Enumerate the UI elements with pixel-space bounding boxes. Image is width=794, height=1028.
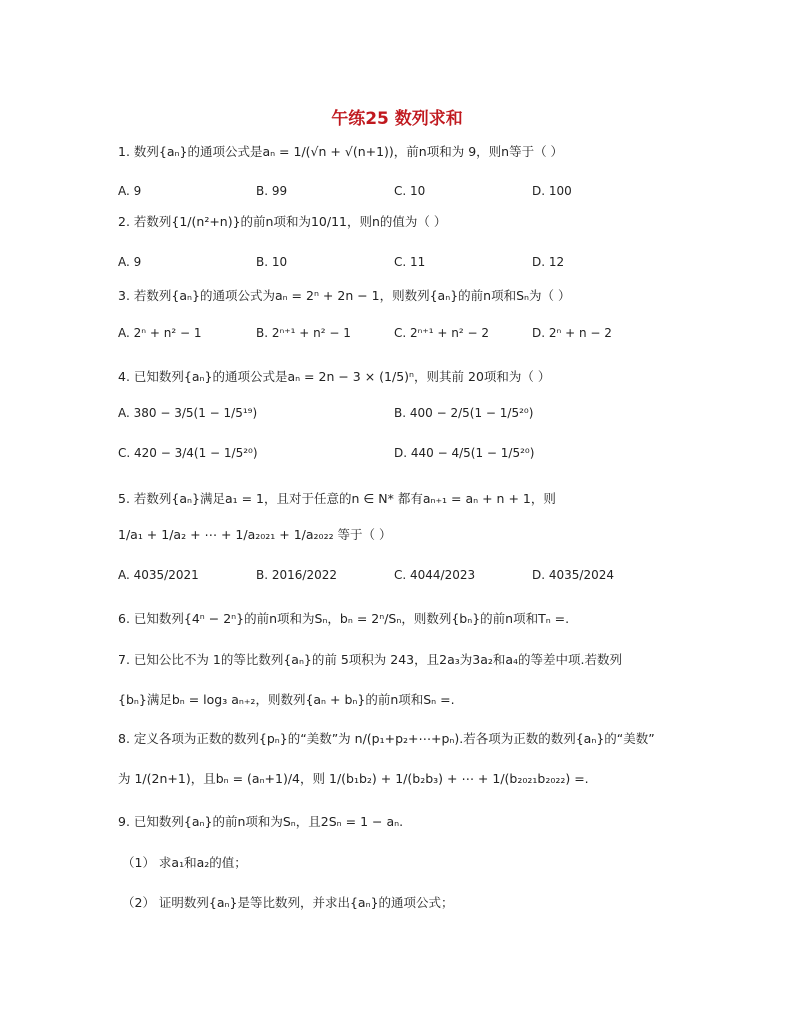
q3-option-b: B. 2ⁿ⁺¹ + n² − 1: [256, 326, 351, 340]
q4-option-b: B. 400 − 2/5(1 − 1/5²⁰): [394, 406, 534, 420]
question-4: 4. 已知数列{aₙ}的通项公式是aₙ = 2n − 3 × (1/5)ⁿ，则其前 20项和为（ ）: [118, 369, 551, 384]
question-9-part-1: （1） 求a₁和a₂的值；: [122, 855, 247, 870]
q4-option-a: A. 380 − 3/5(1 − 1/5¹⁹): [118, 406, 258, 420]
q4-option-c: C. 420 − 3/4(1 − 1/5²⁰): [118, 446, 258, 460]
question-9-part-2: （2） 证明数列{aₙ}是等比数列，并求出{aₙ}的通项公式；: [122, 895, 454, 910]
q5-option-c: C. 4044/2023: [394, 568, 476, 582]
q4-option-d: D. 440 − 4/5(1 − 1/5²⁰): [394, 446, 535, 460]
question-7: 7. 已知公比不为 1的等比数列{aₙ}的前 5项积为 243，且2a₃为3a₂和a₄的等差中项.若数列: [118, 652, 623, 667]
page-title: 午练25 数列求和: [331, 109, 463, 129]
question-2: 2. 若数列{1/(n²+n)}的前n项和为10/11，则n的值为（ ）: [118, 214, 447, 229]
q5-option-d: D. 4035/2024: [532, 568, 614, 582]
q3-option-d: D. 2ⁿ + n − 2: [532, 326, 612, 340]
q5-option-b: B. 2016/2022: [256, 568, 337, 582]
q1-option-c: C. 10: [394, 184, 426, 198]
q3-option-c: C. 2ⁿ⁺¹ + n² − 2: [394, 326, 489, 340]
question-5: 5. 若数列{aₙ}满足a₁ = 1，且对于任意的n ∈ N* 都有aₙ₊₁ = aₙ + n + 1，则: [118, 491, 556, 506]
q5-option-a: A. 4035/2021: [118, 568, 199, 582]
q1-option-b: B. 99: [256, 184, 288, 198]
question-1: 1. 数列{aₙ}的通项公式是aₙ = 1/(√n + √(n+1))，前n项和为 9，则n等于（ ）: [118, 144, 564, 159]
question-5-line-2: 1/a₁ + 1/a₂ + ⋯ + 1/a₂₀₂₁ + 1/a₂₀₂₂ 等于（ ）: [118, 527, 392, 542]
question-7-line-2: {bₙ}满足bₙ = log₃ aₙ₊₂，则数列{aₙ + bₙ}的前n项和Sₙ =.: [118, 692, 455, 707]
q2-option-a: A. 9: [118, 255, 142, 269]
q1-option-a: A. 9: [118, 184, 142, 198]
question-3: 3. 若数列{aₙ}的通项公式为aₙ = 2ⁿ + 2n − 1，则数列{aₙ}的前n项和Sₙ为（ ）: [118, 288, 571, 303]
q2-option-b: B. 10: [256, 255, 288, 269]
q2-option-d: D. 12: [532, 255, 565, 269]
q2-option-c: C. 11: [394, 255, 426, 269]
q3-option-a: A. 2ⁿ + n² − 1: [118, 326, 202, 340]
question-9: 9. 已知数列{aₙ}的前n项和为Sₙ，且2Sₙ = 1 − aₙ.: [118, 814, 404, 829]
question-8-line-2: 为 1/(2n+1)，且bₙ = (aₙ+1)/4，则 1/(b₁b₂) + 1/(b₂b₃) + ⋯ + 1/(b₂₀₂₁b₂₀₂₂) =.: [118, 771, 589, 786]
q1-option-d: D. 100: [532, 184, 572, 198]
question-6: 6. 已知数列{4ⁿ − 2ⁿ}的前n项和为Sₙ，bₙ = 2ⁿ/Sₙ，则数列{bₙ}的前n项和Tₙ =.: [118, 611, 570, 626]
question-8: 8. 定义各项为正数的数列{pₙ}的“美数”为 n/(p₁+p₂+⋯+pₙ).若各项为正数的数列{aₙ}的“美数”: [118, 731, 655, 746]
